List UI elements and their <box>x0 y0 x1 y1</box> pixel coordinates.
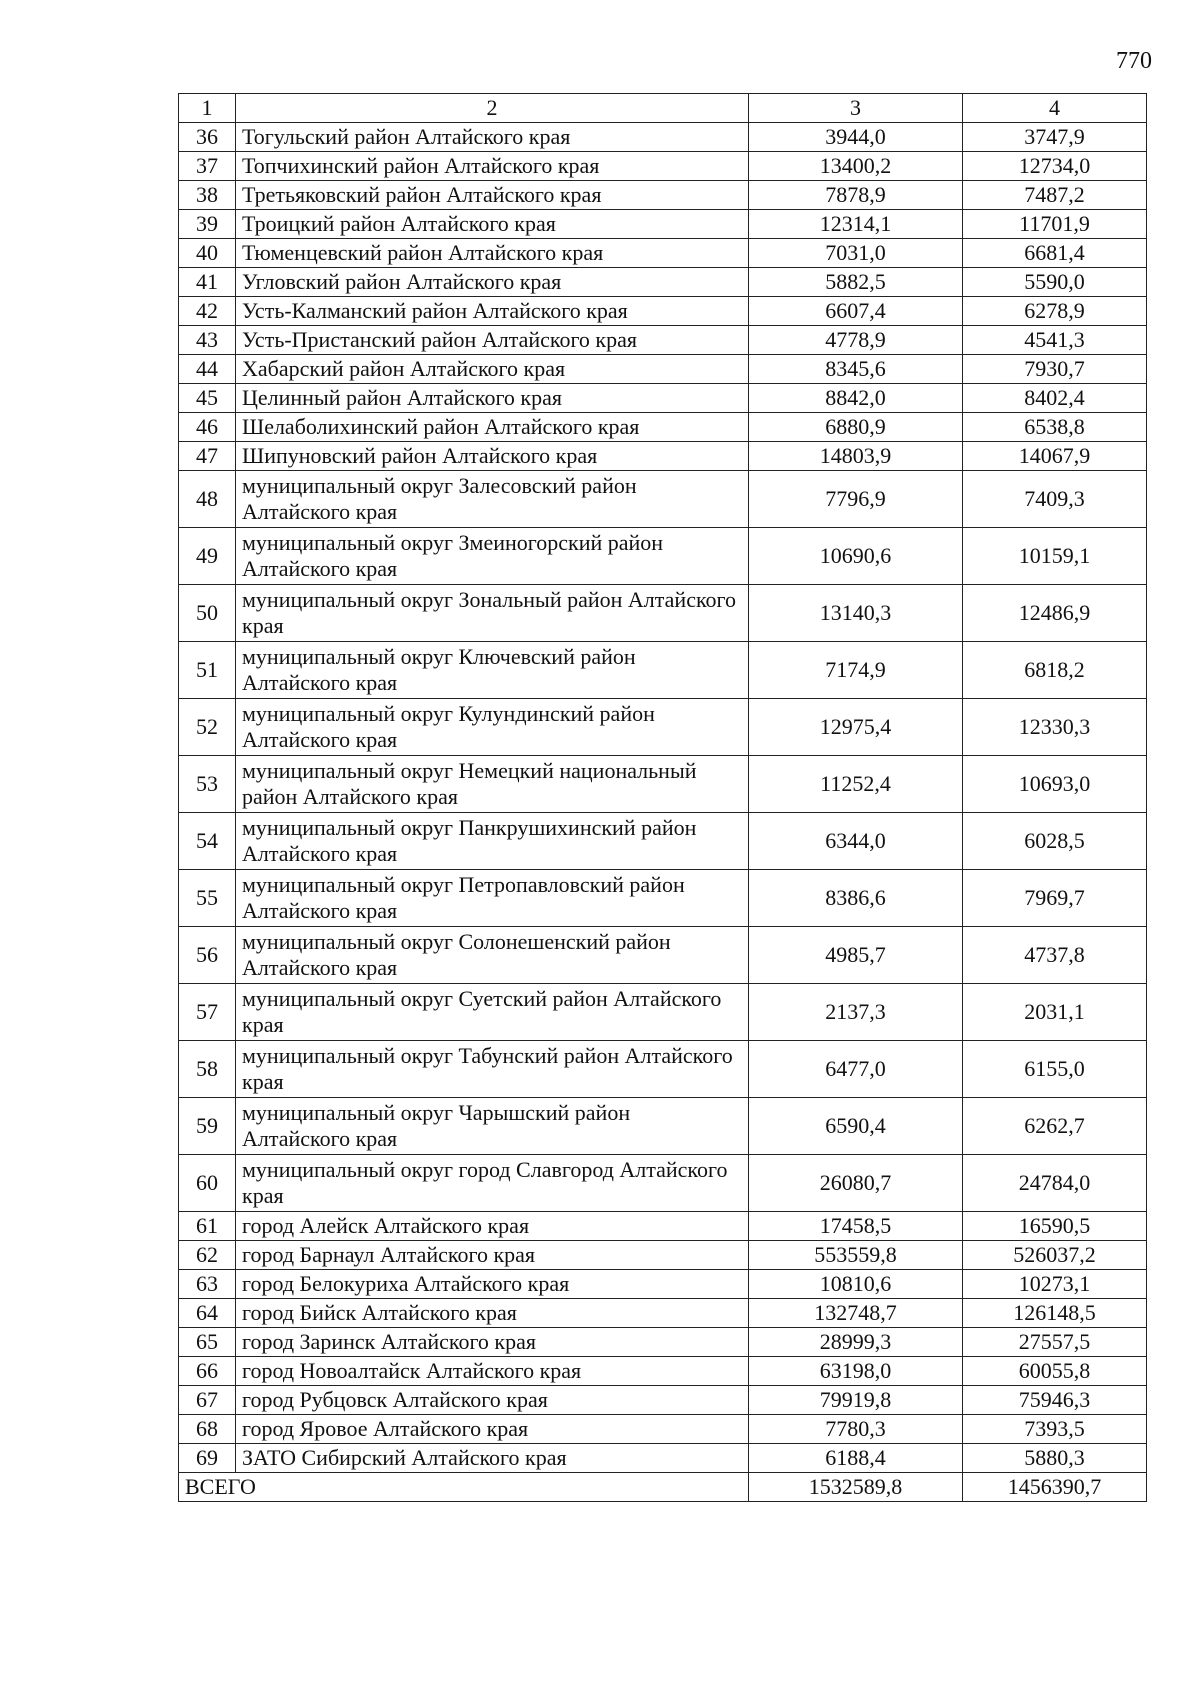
table-row <box>179 813 1147 870</box>
district-name-cell: муниципальный округ Залесовский район Алтайского края <box>236 471 749 528</box>
column-3-value-cell: 13140,3 <box>749 585 963 642</box>
row-number-cell: 63 <box>179 1270 236 1299</box>
budget-table <box>178 93 1147 1502</box>
column-3-value-cell: 6477,0 <box>749 1041 963 1098</box>
total-v3-cell: 1532589,8 <box>749 1473 963 1502</box>
column-4-value-cell: 7409,3 <box>963 471 1147 528</box>
table-body <box>179 94 1147 1502</box>
district-name-cell: муниципальный округ Солонешенский район Алтайского края <box>236 927 749 984</box>
row-number-cell: 37 <box>179 152 236 181</box>
column-3-value-cell: 7878,9 <box>749 181 963 210</box>
total-label: ВСЕГО <box>179 1473 749 1502</box>
table-row <box>179 326 1147 355</box>
column-4-value-cell: 75946,3 <box>963 1386 1147 1415</box>
district-name-cell: муниципальный округ Немецкий национальный район Алтайского края <box>236 756 749 813</box>
column-3-value-cell: 8386,6 <box>749 870 963 927</box>
column-3-value-cell: 12314,1 <box>749 210 963 239</box>
table-row <box>179 699 1147 756</box>
column-3-value-cell: 6590,4 <box>749 1098 963 1155</box>
column-4-value-cell: 11701,9 <box>963 210 1147 239</box>
table-row <box>179 442 1147 471</box>
table-row <box>179 1328 1147 1357</box>
column-3-value-cell: 10810,6 <box>749 1270 963 1299</box>
table-row <box>179 756 1147 813</box>
column-4-value-cell: 3747,9 <box>963 123 1147 152</box>
table-row <box>179 471 1147 528</box>
column-3-value-cell: 63198,0 <box>749 1357 963 1386</box>
column-3-value-cell: 2137,3 <box>749 984 963 1041</box>
column-3-value-cell: 17458,5 <box>749 1212 963 1241</box>
column-4-value-cell: 10159,1 <box>963 528 1147 585</box>
district-name-cell: Целинный район Алтайского края <box>236 384 749 413</box>
table-row <box>179 927 1147 984</box>
table-row <box>179 1098 1147 1155</box>
district-name-cell: город Алейск Алтайского края <box>236 1212 749 1241</box>
district-name-cell: город Рубцовск Алтайского края <box>236 1386 749 1415</box>
row-number-cell: 66 <box>179 1357 236 1386</box>
column-3-value-cell: 6880,9 <box>749 413 963 442</box>
district-name-cell: Топчихинский район Алтайского края <box>236 152 749 181</box>
column-4-value-cell: 6278,9 <box>963 297 1147 326</box>
column-4-value-cell: 60055,8 <box>963 1357 1147 1386</box>
district-name-cell: муниципальный округ Суетский район Алтайского края <box>236 984 749 1041</box>
table-row <box>179 181 1147 210</box>
column-4-value-cell: 6538,8 <box>963 413 1147 442</box>
column-4-value-cell: 7930,7 <box>963 355 1147 384</box>
row-number-cell: 59 <box>179 1098 236 1155</box>
column-4-value-cell: 5590,0 <box>963 268 1147 297</box>
table-row <box>179 1386 1147 1415</box>
row-number-cell: 69 <box>179 1444 236 1473</box>
row-number-cell: 57 <box>179 984 236 1041</box>
district-name-cell: муниципальный округ Змеиногорский район Алтайского края <box>236 528 749 585</box>
column-3-value-cell: 8842,0 <box>749 384 963 413</box>
header-cell-2: 2 <box>236 94 749 123</box>
district-name-cell: муниципальный округ Чарышский район Алтайского края <box>236 1098 749 1155</box>
row-number-cell: 65 <box>179 1328 236 1357</box>
district-name-cell: город Заринск Алтайского края <box>236 1328 749 1357</box>
row-number-cell: 41 <box>179 268 236 297</box>
row-number-cell: 42 <box>179 297 236 326</box>
table-row <box>179 585 1147 642</box>
column-4-value-cell: 6028,5 <box>963 813 1147 870</box>
column-4-value-cell: 14067,9 <box>963 442 1147 471</box>
district-name-cell: муниципальный округ Панкрушихинский район Алтайского края <box>236 813 749 870</box>
column-3-value-cell: 6607,4 <box>749 297 963 326</box>
row-number-cell: 62 <box>179 1241 236 1270</box>
district-name-cell: город Яровое Алтайского края <box>236 1415 749 1444</box>
total-v4-cell: 1456390,7 <box>963 1473 1147 1502</box>
table-row <box>179 528 1147 585</box>
column-4-value-cell: 7393,5 <box>963 1415 1147 1444</box>
district-name-cell: город Бийск Алтайского края <box>236 1299 749 1328</box>
row-number-cell: 64 <box>179 1299 236 1328</box>
table-row <box>179 384 1147 413</box>
column-4-value-cell: 24784,0 <box>963 1155 1147 1212</box>
column-3-value-cell: 7780,3 <box>749 1415 963 1444</box>
column-4-value-cell: 12330,3 <box>963 699 1147 756</box>
table-row <box>179 297 1147 326</box>
column-3-value-cell: 8345,6 <box>749 355 963 384</box>
district-name-cell: Третьяковский район Алтайского края <box>236 181 749 210</box>
column-3-value-cell: 3944,0 <box>749 123 963 152</box>
column-3-value-cell: 5882,5 <box>749 268 963 297</box>
district-name-cell: муниципальный округ Петропавловский район Алтайского края <box>236 870 749 927</box>
row-number-cell: 53 <box>179 756 236 813</box>
column-3-value-cell: 12975,4 <box>749 699 963 756</box>
district-name-cell: Троицкий район Алтайского края <box>236 210 749 239</box>
column-4-value-cell: 7487,2 <box>963 181 1147 210</box>
row-number-cell: 54 <box>179 813 236 870</box>
table-row <box>179 642 1147 699</box>
district-name-cell: муниципальный округ Зональный район Алтайского края <box>236 585 749 642</box>
table-header-row <box>179 94 1147 123</box>
row-number-cell: 51 <box>179 642 236 699</box>
page-number: 770 <box>1116 48 1152 74</box>
column-4-value-cell: 7969,7 <box>963 870 1147 927</box>
column-4-value-cell: 8402,4 <box>963 384 1147 413</box>
column-4-value-cell: 6818,2 <box>963 642 1147 699</box>
district-name-cell: муниципальный округ Кулундинский район Алтайского края <box>236 699 749 756</box>
row-number-cell: 40 <box>179 239 236 268</box>
column-4-value-cell: 4737,8 <box>963 927 1147 984</box>
district-name-cell: Хабарский район Алтайского края <box>236 355 749 384</box>
table-row <box>179 1041 1147 1098</box>
row-number-cell: 56 <box>179 927 236 984</box>
district-name-cell: муниципальный округ Табунский район Алтайского края <box>236 1041 749 1098</box>
district-name-cell: город Белокуриха Алтайского края <box>236 1270 749 1299</box>
row-number-cell: 39 <box>179 210 236 239</box>
row-number-cell: 50 <box>179 585 236 642</box>
header-cell-3: 3 <box>749 94 963 123</box>
row-number-cell: 52 <box>179 699 236 756</box>
district-name-cell: Шипуновский район Алтайского края <box>236 442 749 471</box>
district-name-cell: муниципальный округ Ключевский район Алтайского края <box>236 642 749 699</box>
table-row <box>179 210 1147 239</box>
column-3-value-cell: 28999,3 <box>749 1328 963 1357</box>
column-3-value-cell: 6344,0 <box>749 813 963 870</box>
table-row <box>179 152 1147 181</box>
row-number-cell: 67 <box>179 1386 236 1415</box>
column-3-value-cell: 6188,4 <box>749 1444 963 1473</box>
table-row <box>179 268 1147 297</box>
district-name-cell: Тюменцевский район Алтайского края <box>236 239 749 268</box>
district-name-cell: город Новоалтайск Алтайского края <box>236 1357 749 1386</box>
district-name-cell: Усть-Калманский район Алтайского края <box>236 297 749 326</box>
district-name-cell: город Барнаул Алтайского края <box>236 1241 749 1270</box>
row-number-cell: 48 <box>179 471 236 528</box>
table-row <box>179 1212 1147 1241</box>
row-number-cell: 60 <box>179 1155 236 1212</box>
column-4-value-cell: 6681,4 <box>963 239 1147 268</box>
column-4-value-cell: 526037,2 <box>963 1241 1147 1270</box>
table-row <box>179 1444 1147 1473</box>
column-3-value-cell: 10690,6 <box>749 528 963 585</box>
table-row <box>179 1357 1147 1386</box>
column-3-value-cell: 14803,9 <box>749 442 963 471</box>
row-number-cell: 49 <box>179 528 236 585</box>
column-4-value-cell: 12734,0 <box>963 152 1147 181</box>
header-cell-4: 4 <box>963 94 1147 123</box>
header-cell-1: 1 <box>179 94 236 123</box>
row-number-cell: 61 <box>179 1212 236 1241</box>
table-row <box>179 123 1147 152</box>
table-row <box>179 413 1147 442</box>
row-number-cell: 55 <box>179 870 236 927</box>
column-4-value-cell: 10693,0 <box>963 756 1147 813</box>
column-3-value-cell: 11252,4 <box>749 756 963 813</box>
total-row <box>179 1473 1147 1502</box>
district-name-cell: муниципальный округ город Славгород Алтайского края <box>236 1155 749 1212</box>
column-4-value-cell: 12486,9 <box>963 585 1147 642</box>
district-name-cell: Шелаболихинский район Алтайского края <box>236 413 749 442</box>
row-number-cell: 45 <box>179 384 236 413</box>
column-3-value-cell: 13400,2 <box>749 152 963 181</box>
column-4-value-cell: 126148,5 <box>963 1299 1147 1328</box>
row-number-cell: 44 <box>179 355 236 384</box>
column-3-value-cell: 4778,9 <box>749 326 963 355</box>
table-row <box>179 870 1147 927</box>
column-3-value-cell: 7796,9 <box>749 471 963 528</box>
table-row <box>179 1270 1147 1299</box>
row-number-cell: 68 <box>179 1415 236 1444</box>
table-row <box>179 1241 1147 1270</box>
column-3-value-cell: 7174,9 <box>749 642 963 699</box>
table-row <box>179 239 1147 268</box>
column-3-value-cell: 4985,7 <box>749 927 963 984</box>
district-name-cell: Усть-Пристанский район Алтайского края <box>236 326 749 355</box>
column-4-value-cell: 5880,3 <box>963 1444 1147 1473</box>
table-row <box>179 1415 1147 1444</box>
row-number-cell: 46 <box>179 413 236 442</box>
district-name-cell: Тогульский район Алтайского края <box>236 123 749 152</box>
table-row <box>179 1155 1147 1212</box>
column-4-value-cell: 10273,1 <box>963 1270 1147 1299</box>
row-number-cell: 58 <box>179 1041 236 1098</box>
row-number-cell: 36 <box>179 123 236 152</box>
table-row <box>179 984 1147 1041</box>
district-name-cell: Угловский район Алтайского края <box>236 268 749 297</box>
column-4-value-cell: 27557,5 <box>963 1328 1147 1357</box>
row-number-cell: 38 <box>179 181 236 210</box>
district-name-cell: ЗАТО Сибирский Алтайского края <box>236 1444 749 1473</box>
row-number-cell: 43 <box>179 326 236 355</box>
column-3-value-cell: 553559,8 <box>749 1241 963 1270</box>
column-3-value-cell: 7031,0 <box>749 239 963 268</box>
column-4-value-cell: 2031,1 <box>963 984 1147 1041</box>
column-3-value-cell: 79919,8 <box>749 1386 963 1415</box>
table-row <box>179 355 1147 384</box>
column-4-value-cell: 6155,0 <box>963 1041 1147 1098</box>
column-3-value-cell: 26080,7 <box>749 1155 963 1212</box>
column-3-value-cell: 132748,7 <box>749 1299 963 1328</box>
column-4-value-cell: 6262,7 <box>963 1098 1147 1155</box>
column-4-value-cell: 4541,3 <box>963 326 1147 355</box>
column-4-value-cell: 16590,5 <box>963 1212 1147 1241</box>
row-number-cell: 47 <box>179 442 236 471</box>
table-row <box>179 1299 1147 1328</box>
